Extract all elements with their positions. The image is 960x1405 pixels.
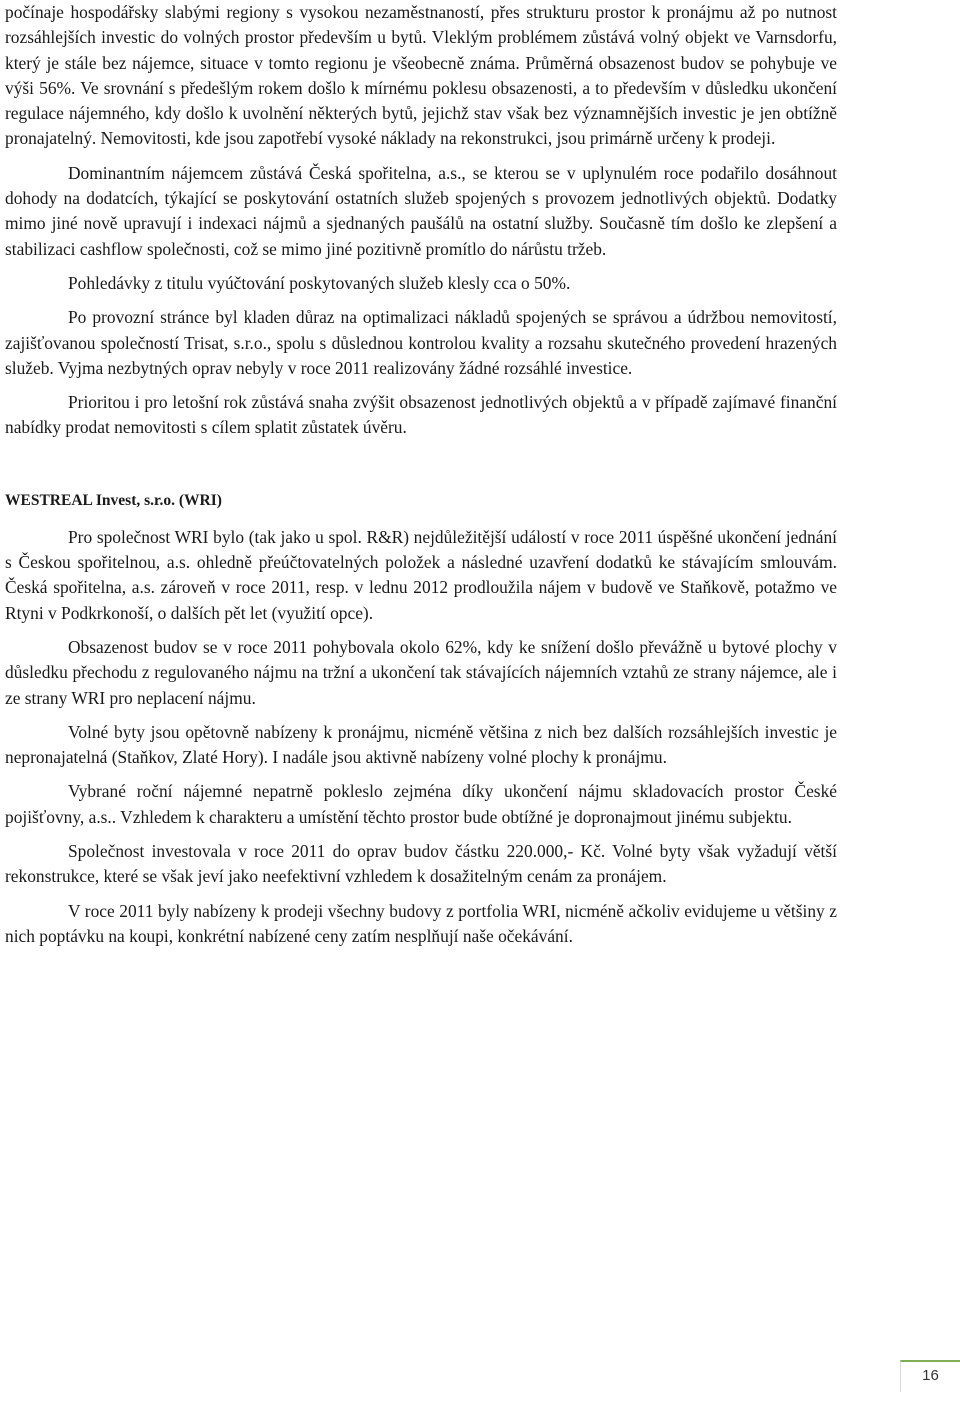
paragraph: Pohledávky z titulu vyúčtování poskytovaných služeb klesly cca o 50%. [68, 272, 571, 293]
paragraph: Pro společnost WRI bylo (tak jako u spol. R&R) nejdůležitější událostí v roce 2011 úspěšné ukončení jednání s Českou spořitelnou, a.s. ohledně přeúčtovatelných položek a následné uzavření dodatků ke stávajícím smlouvám. Česká spořitelna, a.s. zároveň v roce 2011, resp. v lednu 2012 prodloužila nájem v budově ve Staňkově, potažmo ve Rtyni v Podkrkonoší, o dalších pět let (využití opce). [5, 526, 837, 623]
document-page [5, 0, 837, 949]
paragraph: počínaje hospodářsky slabými regiony s vysokou nezaměstnaností, přes strukturu prostor k pronájmu až po nutnost rozsáhlejších investic do volných prostor především u bytů. Vleklým problémem zůstává volný objekt ve Varnsdorfu, který je stále bez nájemce, situace v tomto regionu je všeobecně známa. Průměrná obsazenost budov se pohybuje ve výši 56%. Ve srovnání s předešlým rokem došlo k mírnému poklesu obsazenosti, a to především v důsledku ukončení regulace nájemného, kdy došlo k uvolnění některých bytů, jejichž stav však bez významnějších investic je jen obtížně pronajatelný. Nemovitosti, kde jsou zapotřebí vysoké náklady na rekonstrukci, jsou primárně určeny k prodeji. [5, 2, 837, 149]
paragraph: Prioritou i pro letošní rok zůstává snaha zvýšit obsazenost jednotlivých objektů a v případě zajímavé finanční nabídky prodat nemovitosti s cílem splatit zůstatek úvěru. [5, 392, 837, 438]
page-number: 16 [900, 1360, 960, 1392]
paragraph: Společnost investovala v roce 2011 do oprav budov částku 220.000,- Kč. Volné byty však vyžadují větší rekonstrukce, které se však jeví jako neefektivní vzhledem k dosažitelným cenám za pronájem. [5, 841, 837, 887]
paragraph: V roce 2011 byly nabízeny k prodeji všechny budovy z portfolia WRI, nicméně ačkoliv evidujeme u většiny z nich poptávku na koupi, konkrétní nabízené ceny zatím nesplňují naše očekávání. [5, 900, 837, 946]
paragraph: Dominantním nájemcem zůstává Česká spořitelna, a.s., se kterou se v uplynulém roce podařilo dosáhnout dohody na dodatcích, týkající se poskytování ostatních služeb spojených s provozem jednotlivých objektů. Dodatky mimo jiné nově upravují i indexaci nájmů a sjednaných paušálů na ostatní služby. Současně tím došlo ke zlepšení a stabilizaci cashflow společnosti, což se mimo jiné pozitivně promítlo do nárůstu tržeb. [5, 162, 837, 259]
paragraph: Vybrané roční nájemné nepatrně pokleslo zejména díky ukončení nájmu skladovacích prostor České pojišťovny, a.s.. Vzhledem k charakteru a umístění těchto prostor bude obtížné je dopronajmout jinému subjektu. [5, 781, 837, 827]
paragraph: Obsazenost budov se v roce 2011 pohybovala okolo 62%, kdy ke snížení došlo převážně u bytové plochy v důsledku přechodu z regulovaného nájmu na tržní a ukončení tak stávajících nájemních vztahů ze strany nájemce, ale i ze strany WRI pro neplacení nájmu. [5, 636, 837, 708]
section-heading: WESTREAL Invest, s.r.o. (WRI) [5, 491, 222, 509]
paragraph: Po provozní stránce byl kladen důraz na optimalizaci nákladů spojených se správou a údržbou nemovitostí, zajišťovanou společností Trisat, s.r.o., spolu s důslednou kontrolou kvality a rozsahu skutečného provedení hrazených služeb. Vyjma nezbytných oprav nebyly v roce 2011 realizovány žádné rozsáhlé investice. [5, 307, 837, 378]
paragraph: Volné byty jsou opětovně nabízeny k pronájmu, nicméně většina z nich bez dalších rozsáhlejších investic je nepronajatelná (Staňkov, Zlaté Hory). I nadále jsou aktivně nabízeny volné plochy k pronájmu. [5, 721, 837, 768]
